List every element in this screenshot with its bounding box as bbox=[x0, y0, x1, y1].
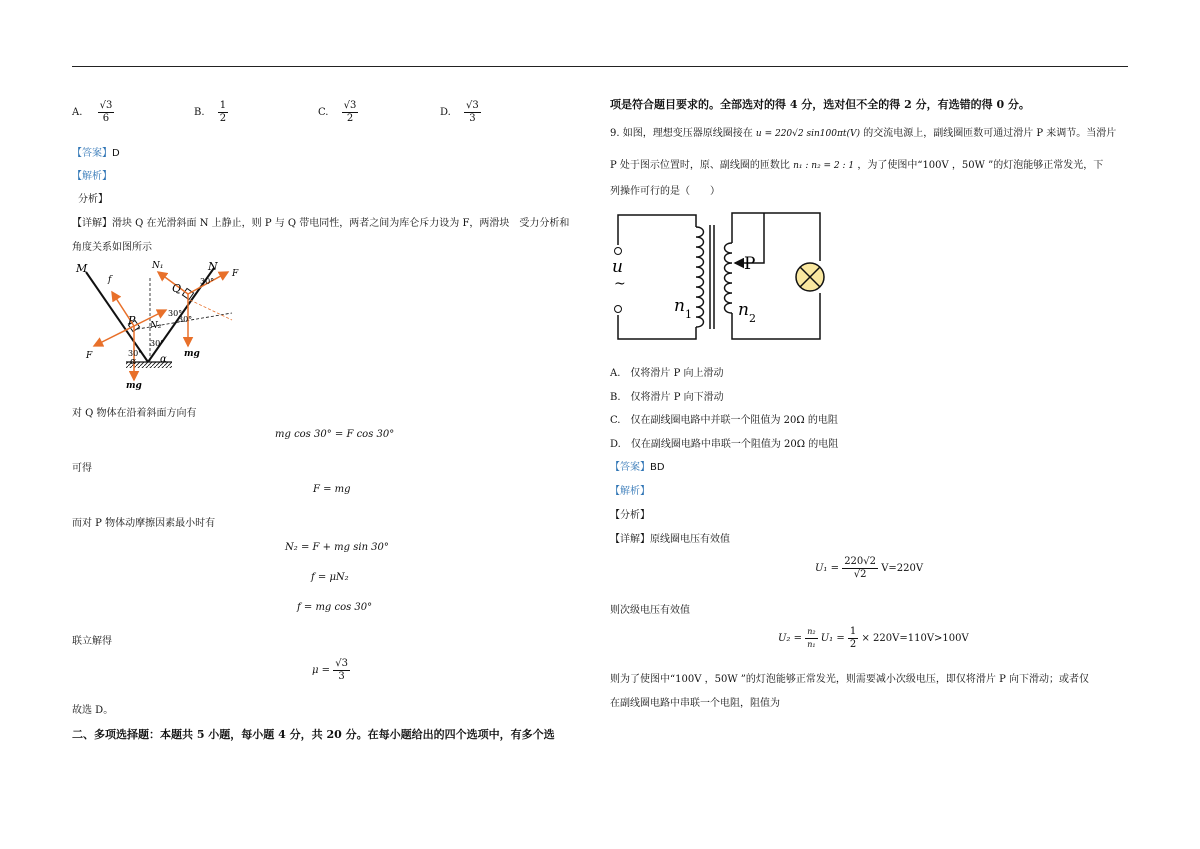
q9-text-c: P 处于图示位置时，原、副线圈的匝数比 bbox=[610, 160, 790, 171]
force-diagram bbox=[72, 258, 252, 390]
u2-lhs: U₂ = bbox=[778, 633, 802, 644]
label-angle-5: 30° bbox=[128, 349, 143, 358]
u1-lhs: U₁ = bbox=[815, 563, 839, 574]
denominator: 2 bbox=[849, 639, 857, 650]
q9-line-1 bbox=[610, 124, 1116, 139]
u1-rhs: V=220V bbox=[881, 563, 924, 574]
fenxi-label: 分析】 bbox=[78, 194, 108, 205]
option-label: A. bbox=[72, 107, 83, 118]
analysis-tag: 【解析】 bbox=[610, 486, 650, 497]
numerator: √3 bbox=[343, 100, 357, 111]
equation-4: f = μN₂ bbox=[311, 572, 349, 583]
label-angle-2: 30° bbox=[168, 309, 183, 318]
numerator: √3 bbox=[466, 100, 479, 111]
label-p: P bbox=[744, 254, 756, 274]
text-secondary-voltage: 则次级电压有效值 bbox=[610, 605, 690, 616]
denominator: 2 bbox=[346, 113, 354, 124]
u2-mid: U₁ = bbox=[820, 633, 845, 644]
label-q: Q bbox=[172, 282, 182, 295]
force-f-on-p bbox=[94, 326, 134, 346]
section-heading-cont: 项是符合题目要求的。全部选对的得 4 分，选对但不全的得 2 分，有选错的得 0 分。 bbox=[610, 98, 1030, 111]
q9-option-a: A. 仅将滑片 P 向上滑动 bbox=[610, 368, 724, 379]
denominator: n₁ bbox=[807, 640, 816, 649]
answer-tag: 【答案】 bbox=[72, 148, 112, 159]
label-n1: N₁ bbox=[152, 261, 164, 271]
header-rule bbox=[72, 66, 1128, 67]
conclusion-2: 在副线圈电路中串联一个电阻，阻值为 bbox=[610, 698, 780, 709]
detail-text-2: 角度关系如图所示 bbox=[72, 242, 152, 253]
option-b bbox=[194, 100, 228, 125]
q9-text-d: ，为了使图中“100V ，50W ”的灯泡能够正常发光，下 bbox=[857, 160, 1104, 171]
equation-u2 bbox=[778, 626, 969, 651]
fraction bbox=[848, 626, 858, 651]
fraction bbox=[333, 658, 350, 683]
equation-1: mg cos 30° = F cos 30° bbox=[275, 429, 395, 440]
q9-option-b: B. 仅将滑片 P 向下滑动 bbox=[610, 392, 724, 403]
label-n2-sub: 2 bbox=[749, 312, 756, 325]
equation-5: f = mg cos 30° bbox=[297, 602, 373, 613]
transformer-circuit bbox=[610, 205, 840, 347]
numerator: √3 bbox=[99, 100, 113, 111]
label-u: u bbox=[612, 257, 623, 277]
label-mg-q: mg bbox=[184, 349, 200, 359]
numerator: n₂ bbox=[805, 626, 817, 639]
q9-option-d: D. 仅在副线圈电路中串联一个阻值为 20Ω 的电阻 bbox=[610, 439, 839, 450]
fraction bbox=[464, 100, 481, 125]
q9-formula: u = 220√2 sin100πt(V) bbox=[755, 129, 861, 139]
section-heading: 二、多项选择题：本题共 5 小题，每小题 4 分，共 20 分。在每小题给出的四个选项中，有多个选 bbox=[72, 728, 555, 741]
conclusion-1: 则为了使图中“100V ，50W ”的灯泡能够正常发光，则需要减小次级电压，即仅将滑片 P 向下滑动；或者仅 bbox=[610, 674, 1089, 685]
answer-value: D bbox=[112, 148, 120, 159]
answer-value: BD bbox=[650, 462, 665, 473]
label-n2: n bbox=[738, 300, 749, 320]
numerator: √3 bbox=[335, 658, 348, 669]
denominator: √2 bbox=[853, 569, 867, 580]
label-p: P bbox=[128, 314, 136, 327]
text-p-friction: 而对 P 物体动摩擦因素最小时有 bbox=[72, 518, 216, 529]
label-f: f bbox=[108, 275, 112, 285]
denominator: 3 bbox=[469, 113, 476, 124]
equation-u1 bbox=[815, 556, 923, 581]
answer-tag: 【答案】 bbox=[610, 462, 650, 473]
fraction bbox=[342, 100, 359, 125]
label-angle-3: 30° bbox=[178, 315, 193, 324]
label-angle-1: 30° bbox=[200, 277, 215, 286]
numerator: 1 bbox=[849, 626, 857, 637]
fraction bbox=[842, 556, 878, 581]
denominator: 6 bbox=[102, 113, 110, 124]
option-c bbox=[318, 100, 358, 125]
option-label: B. bbox=[194, 107, 205, 118]
q9-answer-line bbox=[610, 458, 665, 473]
option-a bbox=[72, 100, 114, 125]
option-d bbox=[440, 100, 481, 125]
q9-text-a: 9. 如图，理想变压器原线圈接在 bbox=[610, 128, 753, 139]
terminal-top bbox=[615, 248, 622, 255]
q9-text-b: 的交流电源上，副线圈匝数可通过滑片 P 来调节。当滑片 bbox=[863, 128, 1117, 139]
q9-ratio: n₁ : n₂ = 2 : 1 bbox=[793, 161, 855, 171]
label-n1-sub: 1 bbox=[685, 308, 692, 321]
option-label: C. bbox=[318, 107, 329, 118]
denominator: 2 bbox=[219, 113, 227, 124]
detail-text: 【详解】原线圈电压有效值 bbox=[610, 534, 730, 545]
label-alpha-2: α bbox=[160, 354, 167, 365]
label-f-right: F bbox=[232, 269, 239, 279]
label-n2: N₂ bbox=[150, 321, 162, 331]
q9-text-e: 列操作可行的是（ ） bbox=[610, 186, 720, 197]
label-n1: n bbox=[674, 296, 685, 316]
label-mg-p: mg bbox=[126, 381, 142, 390]
numerator: 1 bbox=[219, 100, 227, 111]
primary-coil bbox=[696, 227, 704, 327]
equation-2: F = mg bbox=[313, 484, 351, 495]
detail-text-1: 【详解】滑块 Q 在光滑斜面 N 上静止，则 P 与 Q 带电同性，两者之间为库仑斥力设为 F，两滑块 受力分析和 bbox=[72, 218, 570, 229]
orange-dash bbox=[190, 300, 232, 320]
text-q-direction: 对 Q 物体在沿着斜面方向有 bbox=[72, 408, 197, 419]
eq6-lhs: μ = bbox=[312, 665, 331, 676]
fraction bbox=[805, 626, 817, 651]
secondary-coil bbox=[725, 243, 733, 313]
terminal-bottom bbox=[615, 306, 622, 313]
answer-line bbox=[72, 144, 120, 159]
u2-rhs: × 220V=110V>100V bbox=[861, 633, 969, 644]
analysis-tag: 【解析】 bbox=[72, 171, 112, 182]
label-tilde: ~ bbox=[614, 276, 626, 292]
q9-option-c: C. 仅在副线圈电路中并联一个阻值为 20Ω 的电阻 bbox=[610, 415, 838, 426]
label-n: N bbox=[208, 260, 218, 273]
text-kede: 可得 bbox=[72, 463, 92, 474]
option-label: D. bbox=[440, 107, 451, 118]
fraction bbox=[98, 100, 115, 125]
numerator: 220√2 bbox=[844, 556, 877, 567]
slider-wire bbox=[760, 213, 764, 263]
fraction bbox=[218, 100, 228, 125]
label-alpha-1: α bbox=[130, 357, 137, 367]
primary-wire-top bbox=[618, 215, 696, 245]
label-f-left: F bbox=[86, 351, 93, 361]
text-gu: 故选 D。 bbox=[72, 705, 114, 716]
equation-6 bbox=[312, 658, 350, 683]
label-m: M bbox=[76, 262, 88, 275]
label-angle-4: 30° bbox=[150, 339, 165, 348]
fenxi-label: 【分析】 bbox=[610, 510, 650, 521]
denominator: 3 bbox=[338, 671, 345, 682]
text-lianli: 联立解得 bbox=[72, 636, 112, 647]
q9-line-2 bbox=[610, 156, 1103, 171]
equation-3: N₂ = F + mg sin 30° bbox=[285, 542, 389, 553]
